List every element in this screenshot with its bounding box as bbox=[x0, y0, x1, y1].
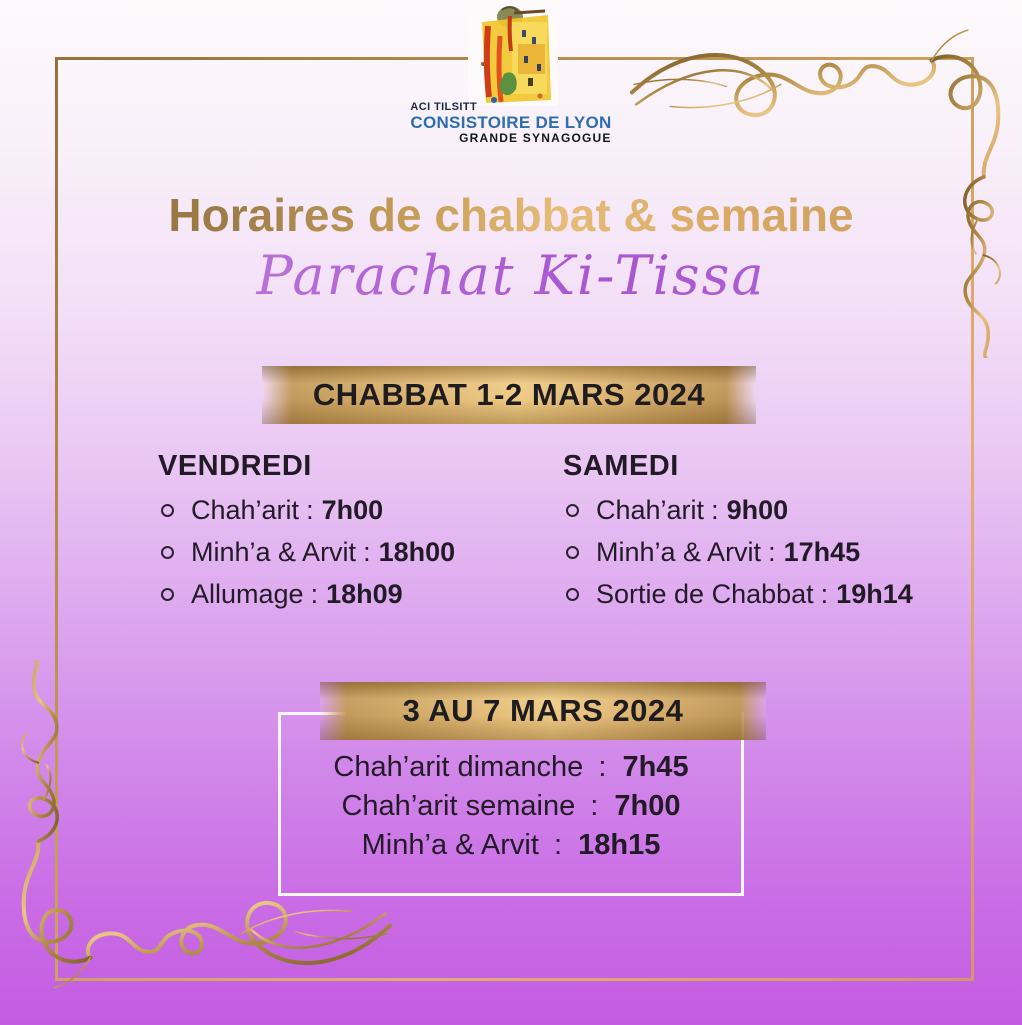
service-time: 18h00 bbox=[378, 537, 456, 567]
separator: : bbox=[363, 537, 371, 567]
separator: : bbox=[554, 829, 563, 861]
logo-org-main: CONSISTOIRE DE LYON bbox=[410, 113, 612, 133]
service-label: Minh’a & Arvit bbox=[596, 537, 762, 567]
service-time: 18h15 bbox=[578, 829, 661, 861]
service-time: 18h09 bbox=[326, 579, 403, 609]
synagogue-painting-icon bbox=[452, 4, 572, 106]
schedule-row bbox=[158, 495, 455, 526]
separator: : bbox=[590, 790, 599, 822]
friday-heading: VENDREDI bbox=[158, 450, 312, 482]
schedule-row bbox=[563, 495, 913, 526]
separator: : bbox=[306, 495, 314, 525]
service-label: Minh’a & Arvit bbox=[191, 537, 357, 567]
page-title: Horaires de chabbat & semaine bbox=[0, 188, 1022, 242]
service-label: Chah’arit bbox=[596, 495, 705, 525]
separator: : bbox=[820, 579, 829, 609]
separator: : bbox=[768, 537, 776, 567]
schedule-row bbox=[563, 537, 913, 568]
bullet-icon bbox=[566, 588, 579, 601]
week-date-banner bbox=[320, 682, 766, 740]
service-time: 7h45 bbox=[622, 751, 689, 783]
logo-org-sub: GRANDE SYNAGOGUE bbox=[459, 131, 612, 146]
service-label: Sortie de Chabbat bbox=[596, 579, 814, 609]
bullet-icon bbox=[161, 546, 174, 559]
schedule-row bbox=[158, 537, 455, 568]
logo-text-block bbox=[0, 101, 1022, 147]
parachat-subtitle: Parachat Ki-Tissa bbox=[0, 244, 1022, 307]
separator: : bbox=[310, 579, 319, 609]
logo-org-small: ACI TILSITT bbox=[410, 101, 478, 113]
bullet-icon bbox=[161, 588, 174, 601]
saturday-heading: SAMEDI bbox=[563, 450, 679, 482]
service-time: 9h00 bbox=[726, 495, 789, 525]
service-time: 17h45 bbox=[783, 537, 861, 567]
saturday-column bbox=[563, 450, 913, 621]
schedule-row bbox=[563, 579, 913, 610]
schedule-row bbox=[158, 579, 455, 610]
bullet-icon bbox=[161, 504, 174, 517]
service-time: 7h00 bbox=[321, 495, 384, 525]
service-label: Minh’a & Arvit bbox=[361, 829, 539, 861]
service-label: Chah’arit dimanche bbox=[333, 751, 584, 783]
service-time: 7h00 bbox=[614, 790, 681, 822]
separator: : bbox=[711, 495, 719, 525]
service-time: 19h14 bbox=[836, 579, 913, 609]
bullet-icon bbox=[566, 546, 579, 559]
service-label: Allumage bbox=[191, 579, 304, 609]
service-label: Chah’arit semaine bbox=[341, 790, 576, 822]
week-date-banner-label: 3 AU 7 MARS 2024 bbox=[402, 693, 684, 728]
separator: : bbox=[598, 751, 607, 783]
shabbat-date-banner-label: CHABBAT 1-2 MARS 2024 bbox=[312, 377, 706, 412]
friday-column bbox=[158, 450, 455, 621]
bullet-icon bbox=[566, 504, 579, 517]
service-label: Chah’arit bbox=[191, 495, 300, 525]
shabbat-date-banner bbox=[262, 366, 756, 424]
